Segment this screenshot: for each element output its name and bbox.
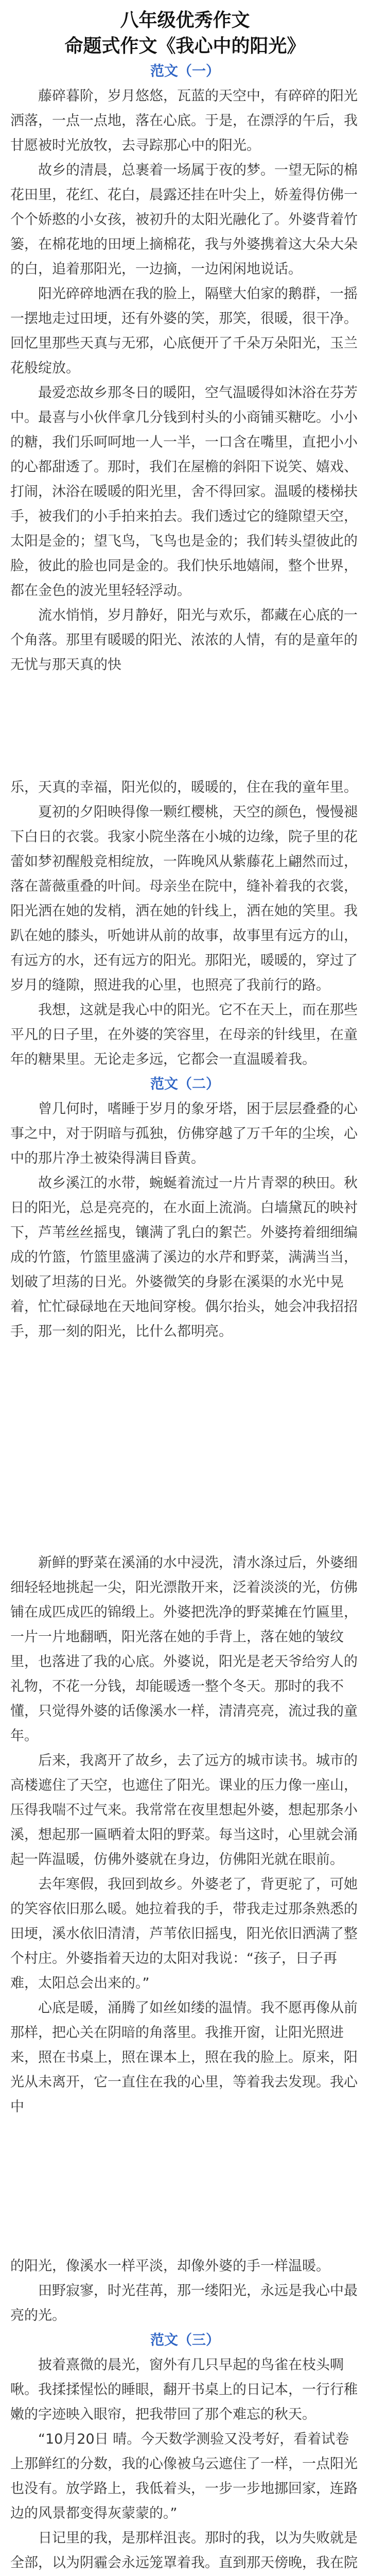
document-title-line1: 八年级优秀作文: [120, 10, 250, 31]
paragraph: 曾几何时，嗜睡于岁月的象牙塔，困于层层叠叠的心事之中，对于阴暗与孤独，仿佛穿越了万千年的尘埃，心中的那片净土被染得满目昏黄。: [10, 1101, 358, 1166]
paragraph: “10月20日 晴。今天数学测验又没考好，看着试卷上那鲜红的分数，我的心像被乌云遮住了一样，一点阳光也没有。放学路上，我低着头，一步一步地挪回家，连路边的风景都变得灰蒙蒙的。”: [10, 2431, 358, 2521]
paragraph: 故乡的清晨，总裹着一场属于夜的梦。一望无际的棉花田里，花红、花白，晨露还挂在叶尖上，娇羞得仿佛一个个娇憨的小女孩，被初升的太阳光融化了。外婆背着竹篓，在棉花地的田埂上摘棉花，我与外婆携着这大朵大朵的白，追着那阳光，一边摘，一边闲闲地说话。: [10, 162, 358, 277]
paragraph: 心底是暖，涌腾了如丝如缕的温情。我不愿再像从前那样，把心关在阴暗的角落里。我推开窗，让阳光照进来，照在书桌上，照在课本上，照在我的脸上。原来，阳光从未离开，它一直住在我的心里，等着我去发现。我心中: [10, 2000, 358, 2115]
paragraph-continuation: 的阳光，像溪水一样平淡，却像外婆的手一样温暖。: [10, 2258, 330, 2274]
paragraph: 流水悄悄，岁月静好，阳光与欢乐，都藏在心底的一个角落。那里有暖暖的阳光、浓浓的人情，有的是童年的无忧与那天真的快: [10, 607, 358, 673]
paragraph: 藤碎暮阶，岁月悠悠，瓦蓝的天空中，有碎碎的阳光洒落，一点一点地，落在心底。于是，在漂浮的午后，我甘愿被时光放牧，去寻踪那心中的阳光。: [10, 88, 358, 154]
paragraph: 披着熹微的晨光，窗外有几只早起的鸟雀在枝头啁啾。我揉揉惺忪的睡眼，翻开书桌上的日记本，一行行稚嫩的字迹映入眼帘，把我带回了那个难忘的秋天。: [10, 2357, 358, 2422]
paragraph: 新鲜的野菜在溪涌的水中浸洗，清水涤过后，外婆细细轻轻地挑起一尖，阳光漂散开来，泛着淡淡的光，仿佛铺在成匹成匹的锦缎上。外婆把洗净的野菜摊在竹匾里，一片一片地翻晒，阳光落在她的手背上，落在她的皱纹里，也落进了我的心底。外婆说，阳光是老天爷给穷人的礼物，不花一分钱，却能暖透一整个冬天。那时的我不懂，只觉得外婆的话像溪水一样，清清亮亮，流过我的童年。: [10, 1555, 358, 1744]
page-segment-3: [10, 1551, 360, 2120]
essay-label-2: 范文（二）: [150, 1076, 220, 1092]
page-segment-1: [10, 0, 360, 677]
page-segment-2: [10, 775, 360, 1344]
paragraph: 阳光碎碎地洒在我的脸上，隔壁大伯家的鹅群，一摇一摆地走过田埂，还有外婆的笑，那笑，很暖，很干净。回忆里那些天真与无邪，心底便开了千朵万朵阳光，玉兰花般绽放。: [10, 286, 358, 376]
page-segment-4: [10, 2254, 360, 2576]
paragraph: 去年寒假，我回到故乡。外婆老了，背更驼了，可她的笑容依旧那么暖。她拉着我的手，带我走过那条熟悉的田埂，溪水依旧清清，芦苇依旧摇曳，阳光依旧洒满了整个村庄。外婆指着天边的太阳对我说：“孩子，日子再难，太阳总会出来的。”: [10, 1876, 358, 1991]
paragraph: 最爱恋故乡那冬日的暖阳，空气温暖得如沐浴在芬芳中。最喜与小伙伴拿几分钱到村头的小商铺买糖吃。小小的糖，我们乐呵呵地一人一半，一口含在嘴里，直把小小的心都甜透了。那时，我们在屋檐的斜阳下说笑、嬉戏、打闹，沐浴在暖暖的阳光里，舍不得回家。温暖的楼梯扶手，被我们的小手拍来拍去。我们透过它的缝隙望天空，太阳是金的；望飞鸟，飞鸟也是金的；我们转头望彼此的脸，彼此的脸也同是金的。我们快乐地嬉闹，整个世界，都在金色的波光里轻轻浮动。: [10, 385, 358, 599]
paragraph: 日记里的我，是那样沮丧。那时的我，以为失败就是全部，以为阴霾会永远笼罩着我。直到那天傍晚，我在院: [10, 2530, 358, 2571]
paragraph-continuation: 乐，天真的幸福，阳光似的，暖暖的，住在我的童年里。: [10, 779, 358, 795]
paragraph: 夏初的夕阳映得像一颗红樱桃，天空的颜色，慢慢褪下白日的衣裳。我家小院坐落在小城的边缘，院子里的花蕾如梦初醒般竞相绽放，一阵晚风从紫藤花上翩然而过，落在蔷薇重叠的叶间。母亲坐在院中，缝补着我的衣裳，阳光洒在她的发梢，洒在她的针线上，洒在她的笑里。我趴在她的膝头，听她讲从前的故事，故事里有远方的山，有远方的水，还有远方的阳光。那阳光，暖暖的，穿过了岁月的缝隙，照进我的心里，也照亮了我前行的路。: [10, 804, 358, 993]
paragraph: 故乡溪江的水带，蜿蜒着流过一片片青翠的秧田。秋日的阳光，总是亮亮的，在水面上流淌。白墙黛瓦的映衬下，芦苇丝丝摇曳，镶满了乳白的絮芒。外婆挎着细细编成的竹篮，竹篮里盛满了溪边的水芹和野菜，满满当当，划破了坦荡的日光。外婆微笑的身影在溪渠的水光中晃着，忙忙碌碌地在天地间穿梭。偶尔抬头，她会冲我招招手，那一刻的阳光，比什么都明亮。: [10, 1175, 358, 1340]
paragraph: 我想，这就是我心中的阳光。它不在天上，而在那些平凡的日子里，在外婆的笑容里，在母亲的针线里，在童年的糖果里。无论走多远，它都会一直温暖着我。: [10, 1002, 358, 1067]
document-title-line2: 命题式作文《我心中的阳光》: [64, 36, 306, 57]
essay-label-1: 范文（一）: [150, 63, 220, 79]
paragraph: 田野寂寥，时光荏苒，那一缕阳光，永远是我心中最亮的光。: [10, 2283, 358, 2324]
paragraph: 后来，我离开了故乡，去了远方的城市读书。城市的高楼遮住了天空，也遮住了阳光。课业的压力像一座山，压得我喘不过气来。我常常在夜里想起外婆，想起那条小溪，想起那一匾晒着太阳的野菜。每当这时，心里就会涌起一阵温暖，仿佛外婆就在身边，仿佛阳光就在眼前。: [10, 1753, 358, 1868]
essay-label-3: 范文（三）: [150, 2332, 220, 2348]
